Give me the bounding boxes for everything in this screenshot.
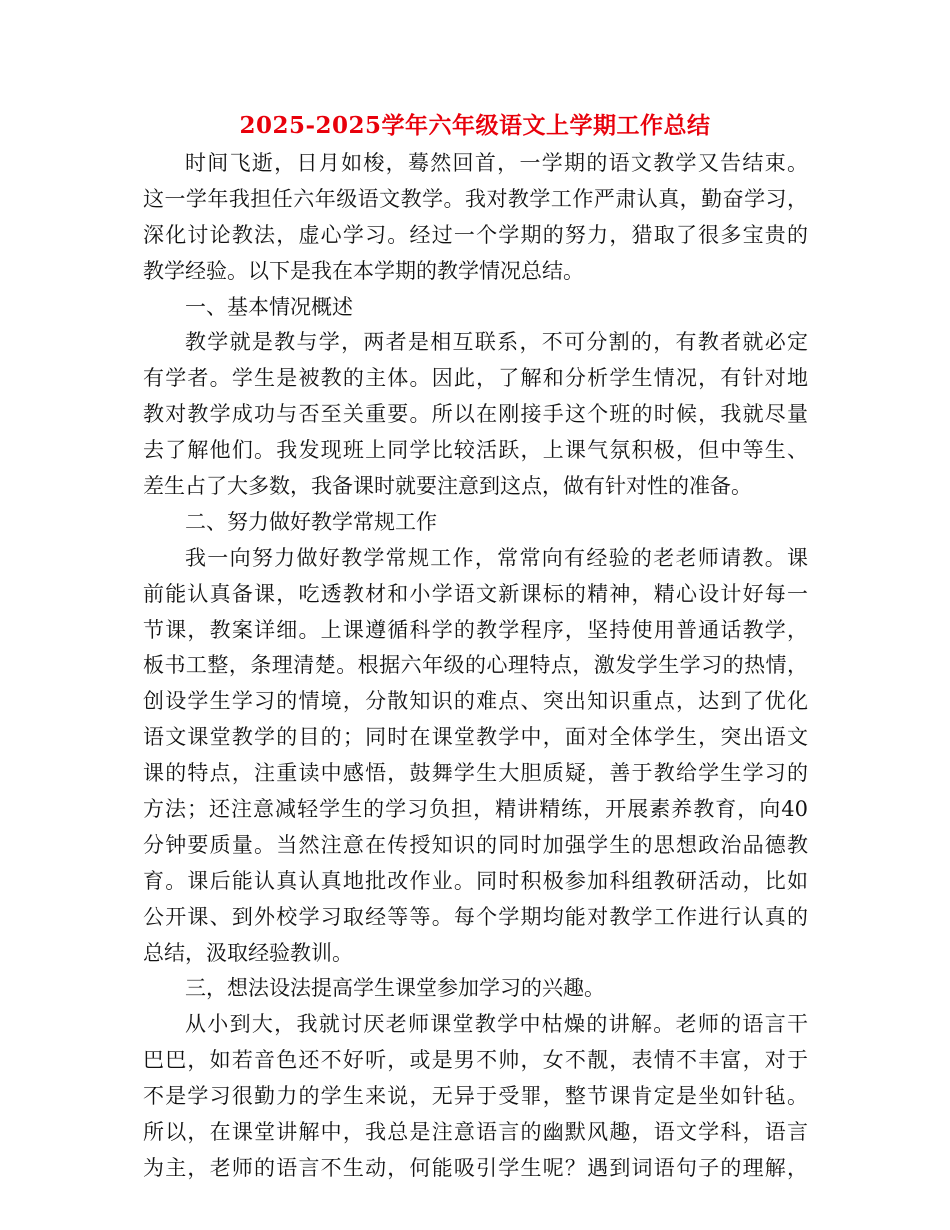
text-line: 巴巴，如若音色还不好听，或是男不帅，女不靓，表情不丰富，对于 — [143, 1048, 808, 1073]
text-line: 去了解他们。我发现班上同学比较活跃，上课气氛积极，但中等生、 — [143, 438, 808, 463]
text-line: 为主，老师的语言不生动，何能吸引学生呢？遇到词语句子的理解， — [143, 1155, 808, 1180]
text-line: 二、努力做好教学常规工作 — [185, 509, 437, 534]
text-line: 所以，在课堂讲解中，我总是注意语言的幽默风趣，语文学科，语言 — [143, 1120, 808, 1145]
text-line: 教学就是教与学，两者是相互联系，不可分割的，有教者就必定 — [185, 330, 808, 355]
text-line: 育。课后能认真认真地批改作业。同时积极参加科组教研活动，比如 — [143, 868, 808, 893]
text-line: 深化讨论教法，虚心学习。经过一个学期的努力，猎取了很多宝贵的 — [143, 222, 808, 247]
text-line: 差生占了大多数，我备课时就要注意到这点，做有针对性的准备。 — [143, 474, 752, 499]
text-line: 我一向努力做好教学常规工作，常常向有经验的老老师请教。课 — [185, 545, 808, 570]
document-title: 2025-2025学年六年级语文上学期工作总结 — [239, 112, 711, 139]
text-line: 从小到大，我就讨厌老师课堂教学中枯燥的讲解。老师的语言干 — [185, 1012, 808, 1037]
text-line: 创设学生学习的情境，分散知识的难点、突出知识重点，达到了优化 — [143, 689, 808, 714]
text-line: 分钟要质量。当然注意在传授知识的同时加强学生的思想政治品德教 — [143, 832, 808, 857]
text-line: 教对教学成功与否至关重要。所以在刚接手这个班的时候，我就尽量 — [143, 402, 808, 427]
text-line: 课的特点，注重读中感悟，鼓舞学生大胆质疑，善于教给学生学习的 — [143, 761, 808, 786]
text-line: 前能认真备课，吃透教材和小学语文新课标的精神，精心设计好每一 — [143, 581, 808, 606]
text-line: 一、基本情况概述 — [185, 294, 353, 319]
text-line: 方法；还注意减轻学生的学习负担，精讲精练，开展素养教育，向40 — [143, 797, 808, 822]
text-line: 总结，汲取经验教训。 — [143, 940, 353, 965]
text-line: 时间飞逝，日月如梭，蓦然回首，一学期的语文教学又告结束。 — [185, 151, 808, 175]
text-line: 公开课、到外校学习取经等等。每个学期均能对教学工作进行认真的 — [143, 904, 808, 929]
text-line: 语文课堂教学的目的；同时在课堂教学中，面对全体学生，突出语文 — [143, 725, 808, 750]
text-line: 有学者。学生是被教的主体。因此，了解和分析学生情况，有针对地 — [143, 366, 808, 391]
text-line: 节课，教案详细。上课遵循科学的教学程序，坚持使用普通话教学， — [143, 617, 808, 642]
text-line: 这一学年我担任六年级语文教学。我对教学工作严肃认真，勤奋学习， — [143, 186, 808, 211]
text-line: 板书工整，条理清楚。根据六年级的心理特点，激发学生学习的热情， — [143, 653, 808, 678]
text-line: 不是学习很勤力的学生来说，无异于受罪，整节课肯定是坐如针毡。 — [143, 1084, 808, 1109]
text-line: 教学经验。以下是我在本学期的教学情况总结。 — [143, 258, 584, 283]
text-line: 三，想法设法提高学生课堂参加学习的兴趣。 — [185, 976, 605, 1001]
document-body — [143, 146, 808, 1187]
